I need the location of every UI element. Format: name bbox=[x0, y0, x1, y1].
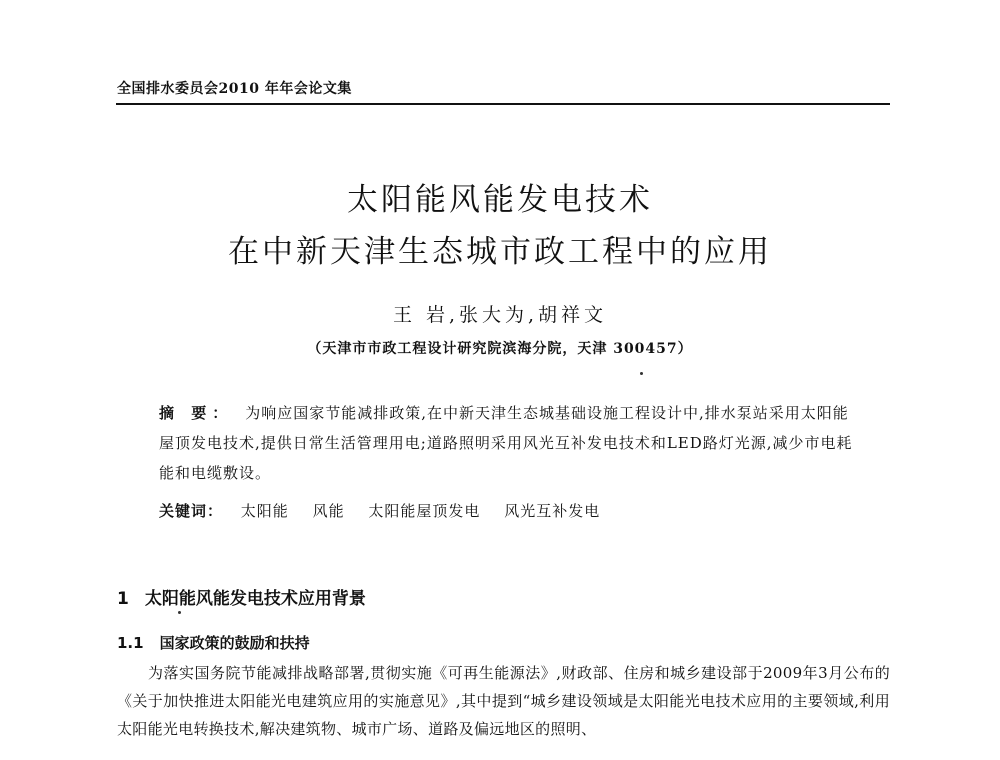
keyword-item: 太阳能屋顶发电 bbox=[368, 502, 481, 520]
header-rule bbox=[116, 103, 890, 105]
keyword-item: 风能 bbox=[312, 502, 345, 520]
keyword-item: 风光互补发电 bbox=[504, 502, 601, 520]
section-heading bbox=[117, 584, 366, 609]
section-number: 1 bbox=[117, 589, 129, 609]
title-line-1: 太阳能风能发电技术 bbox=[347, 182, 653, 218]
subsection-number: 1.1 bbox=[117, 634, 144, 652]
authors: 王 岩,张大为,胡祥文 bbox=[392, 304, 608, 326]
running-header: 全国排水委员会2010 年年会论文集 bbox=[117, 81, 352, 97]
affiliation: （天津市市政工程设计研究院滨海分院，天津 300457） bbox=[307, 341, 693, 357]
abstract bbox=[159, 398, 859, 488]
abstract-text: 为响应国家节能减排政策,在中新天津生态城基础设施工程设计中,排水泵站采用太阳能屋顶发电技术,提供日常生活管理用电;道路照明采用风光互补发电技术和LED路灯光源,减少市电耗能和电缆敷设。 bbox=[159, 404, 853, 482]
title-line-2: 在中新天津生态城市政工程中的应用 bbox=[228, 234, 772, 270]
subsection-heading bbox=[117, 632, 310, 653]
keywords-label: 关键词： bbox=[159, 502, 224, 520]
scan-speck bbox=[640, 372, 643, 375]
keyword-item: 太阳能 bbox=[240, 502, 289, 520]
abstract-label: 摘 要： bbox=[159, 404, 234, 422]
keywords bbox=[159, 500, 618, 521]
subsection-title: 国家政策的鼓励和扶持 bbox=[159, 634, 310, 652]
section-title: 太阳能风能发电技术应用背景 bbox=[144, 589, 366, 609]
scan-speck bbox=[178, 611, 181, 614]
body-paragraph: 为落实国务院节能减排战略部署,贯彻实施《可再生能源法》,财政部、住房和城乡建设部于2009年3月公布的《关于加快推进太阳能光电建筑应用的实施意见》,其中提到“城乡建设领域是太阳能光电技术应用的主要领域,利用太阳能光电转换技术,解决建筑物、城市广场、道路及偏远地区的照明、 bbox=[117, 664, 890, 738]
